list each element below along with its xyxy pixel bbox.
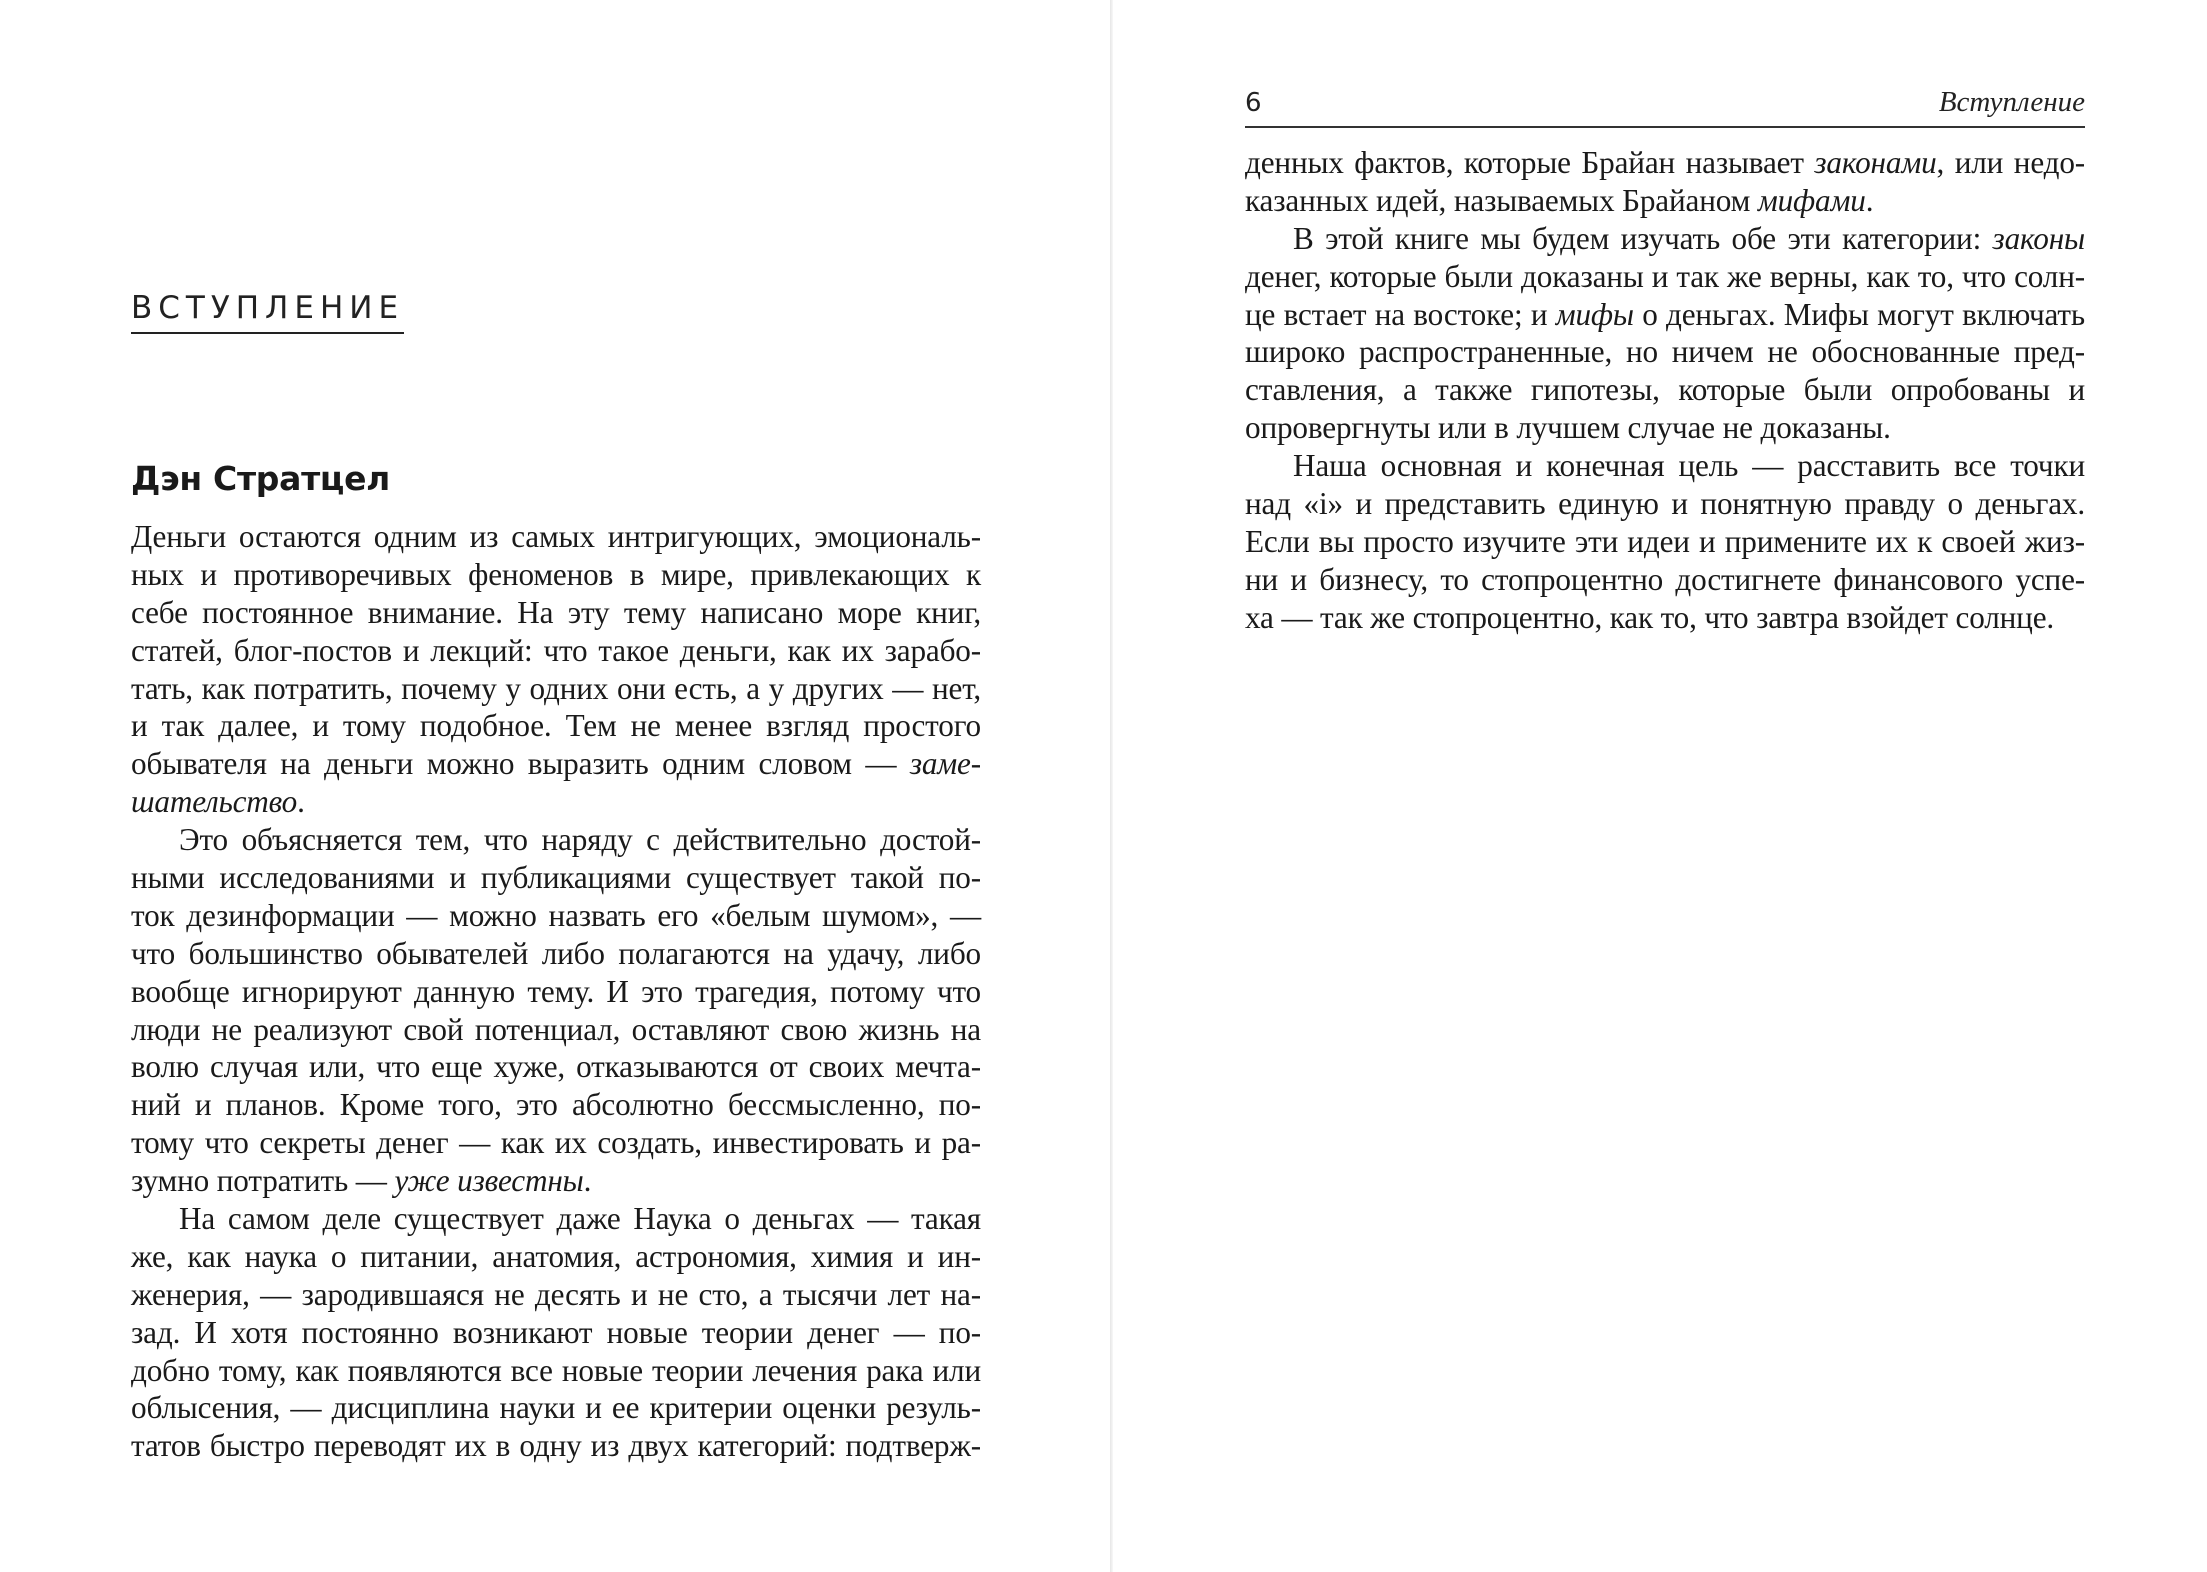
text-run: ставления, а также гипотезы, которые были опробованы и [1245,372,2085,408]
text-line [131,821,981,859]
text-run: широко распространенные, но ничем не обоснованные пред- [1245,334,2085,370]
text-run: це встает на востоке; и [1245,296,1556,332]
text-run: же, как наука о питании, анатомия, астрономия, химия и ин- [131,1238,981,1274]
text-line [131,1200,981,1238]
text-run: , или недо- [1936,145,2086,180]
text-line [1245,220,2085,258]
text-line [131,1352,981,1390]
text-line [131,518,981,556]
text-run: тать, как потратить, почему у одних они есть, а у других — нет, [131,670,981,706]
italic-run: законами [1814,145,1937,180]
text-run: Наша основная и конечная цель — расставить все точки [1293,448,2085,484]
text-line [131,1276,981,1314]
text-line [131,1086,981,1124]
text-run: обывателя на деньги можно выразить одним словом — [131,746,910,782]
text-line [1245,371,2085,409]
text-run: . [1865,182,1874,218]
text-run: женерия, — зародившаяся не десять и не сто, а тысячи лет на- [131,1276,981,1312]
text-run: зад. И хотя постоянно возникают новые теории денег — по- [131,1314,981,1350]
text-line [131,670,981,708]
text-run: . [583,1163,592,1199]
text-line [131,707,981,745]
italic-run: мифами [1757,182,1866,218]
text-run: На самом деле существует даже Наука о деньгах — такая [179,1201,981,1237]
text-run: над «i» и представить единую и понятную правду о деньгах. [1245,486,2085,522]
text-run: зумно потратить — [131,1163,395,1199]
author-name: Дэн Стратцел [131,459,391,498]
italic-run: уже известны [394,1163,584,1199]
text-line [131,1238,981,1276]
text-run: ными исследованиями и публикациями существует такой по- [131,860,981,896]
text-run: ний и планов. Кроме того, это абсолютно бессмысленно, по- [131,1087,981,1123]
running-head [1245,86,2085,128]
text-line [131,935,981,973]
text-line [1245,296,2085,334]
text-run: казанных идей, называемых Брайаном [1245,182,1758,218]
text-run: денег, которые были доказаны и так же верны, как то, что солн- [1245,258,2085,294]
text-run: В этой книге мы будем изучать обе эти категории: [1293,220,1993,256]
text-line [1245,333,2085,371]
text-line [1245,599,2085,637]
text-line [131,1048,981,1086]
text-line [131,1011,981,1049]
text-run: татов быстро переводят их в одну из двух категорий: подтверж- [131,1428,981,1464]
text-run: себе постоянное внимание. На эту тему написано море книг, [131,594,981,630]
italic-run: мифы [1555,296,1634,332]
text-run: люди не реализуют свой потенциал, оставляют свою жизнь на [131,1011,981,1047]
left-body-text [131,518,981,1465]
text-line [131,632,981,670]
text-run: облысения, — дисциплина науки и ее критерии оценки резуль- [131,1390,981,1426]
text-line [131,556,981,594]
italic-run: заме- [909,746,981,782]
text-line [1245,144,2085,182]
text-run: Если вы просто изучите эти идеи и примените их к своей жиз- [1245,523,2085,559]
text-run: Это объясняется тем, что наряду с действительно достой- [179,822,981,858]
text-line [1245,447,2085,485]
text-line [1245,561,2085,599]
text-run: . [297,784,305,820]
chapter-title: ВСТУПЛЕНИЕ [131,290,404,334]
text-run: ни и бизнесу, то стопроцентно достигнете финансового успе- [1245,561,2085,597]
text-run: волю случая или, что еще хуже, отказываются от своих мечта- [131,1049,981,1085]
text-run: Деньги остаются одним из самых интригующих, эмоциональ- [131,519,981,554]
text-line [131,973,981,1011]
text-line [131,1314,981,1352]
italic-run: шательство [131,784,298,820]
text-line [131,859,981,897]
text-line [1245,258,2085,296]
text-run: ток дезинформации — можно назвать его «белым шумом», — [131,897,981,933]
text-run: о деньгах. Мифы могут включать [1633,296,2085,332]
text-line [1245,485,2085,523]
text-line [131,1427,981,1465]
right-body-text [1245,144,2085,637]
text-run: тому что секреты денег — как их создать, инвестировать и ра- [131,1125,981,1161]
text-line [131,1162,981,1200]
text-line [131,897,981,935]
text-line [1245,182,2085,220]
text-run: вообще игнорируют данную тему. И это трагедия, потому что [131,973,981,1009]
text-line [131,783,981,821]
text-run: добно тому, как появляются все новые теории лечения рака или [131,1352,981,1388]
text-line [1245,409,2085,447]
text-line [131,594,981,632]
text-run: денных фактов, которые Брайан называет [1245,145,1815,180]
running-head-title: Вступление [1938,86,2085,118]
text-line [131,745,981,783]
page-number: 6 [1245,88,1262,118]
text-line [131,1124,981,1162]
text-line [131,1389,981,1427]
text-run: и так далее, и тому подобное. Тем не менее взгляд простого [131,708,981,744]
text-run: ных и противоречивых феноменов в мире, привлекающих к [131,556,981,592]
text-line [1245,523,2085,561]
text-run: опровергнуты или в лучшем случае не доказаны. [1245,410,1891,446]
text-run: ха — так же стопроцентно, как то, что завтра взойдет солнце. [1245,599,2055,635]
text-run: статей, блог-постов и лекций: что такое деньги, как их зарабо- [131,632,981,668]
italic-run: законы [1992,220,2085,256]
text-run: что большинство обывателей либо полагаются на удачу, либо [131,935,981,971]
